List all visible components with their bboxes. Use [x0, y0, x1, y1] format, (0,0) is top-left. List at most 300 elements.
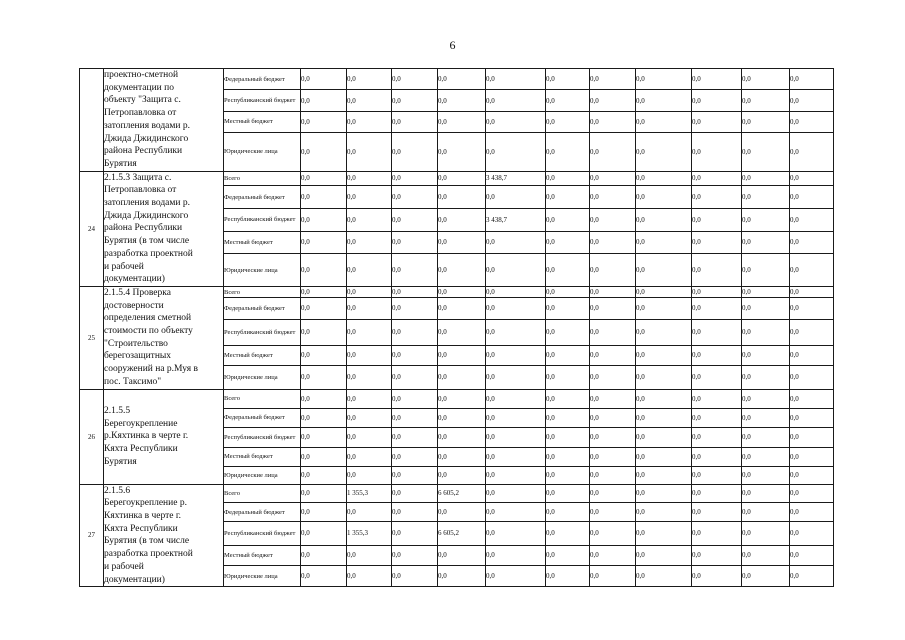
- value-cell: 3 438,7: [486, 208, 546, 231]
- value-cell: 0,0: [636, 408, 692, 427]
- funding-source: Федеральный бюджет: [224, 298, 301, 319]
- value-cell: 0,0: [636, 208, 692, 231]
- item-number: 27: [80, 484, 104, 587]
- funding-source: Всего: [224, 286, 301, 297]
- value-cell: 0,0: [392, 254, 438, 287]
- value-cell: 0,0: [742, 447, 790, 466]
- value-cell: 0,0: [438, 186, 486, 209]
- value-cell: 0,0: [392, 427, 438, 447]
- value-cell: 0,0: [347, 408, 392, 427]
- value-cell: 0,0: [692, 133, 742, 172]
- value-cell: 0,0: [347, 133, 392, 172]
- value-cell: 0,0: [590, 345, 636, 365]
- value-cell: 0,0: [546, 345, 590, 365]
- value-cell: 0,0: [546, 389, 590, 408]
- value-cell: 0,0: [590, 466, 636, 484]
- value-cell: 0,0: [692, 186, 742, 209]
- value-cell: 0,0: [347, 208, 392, 231]
- value-cell: 0,0: [590, 502, 636, 521]
- value-cell: 0,0: [486, 466, 546, 484]
- value-cell: 0,0: [486, 231, 546, 254]
- value-cell: 0,0: [790, 389, 834, 408]
- value-cell: 0,0: [692, 522, 742, 545]
- value-cell: 0,0: [636, 133, 692, 172]
- value-cell: 0,0: [301, 502, 347, 521]
- funding-source: Всего: [224, 171, 301, 186]
- value-cell: 0,0: [347, 111, 392, 132]
- value-cell: 0,0: [347, 254, 392, 287]
- funding-source: Местный бюджет: [224, 231, 301, 254]
- value-cell: 0,0: [347, 286, 392, 297]
- value-cell: 0,0: [692, 484, 742, 502]
- value-cell: 0,0: [438, 365, 486, 389]
- value-cell: 0,0: [546, 171, 590, 186]
- value-cell: 0,0: [742, 319, 790, 345]
- value-cell: 0,0: [392, 298, 438, 319]
- value-cell: 0,0: [301, 133, 347, 172]
- value-cell: 0,0: [301, 427, 347, 447]
- value-cell: 0,0: [438, 133, 486, 172]
- value-cell: 0,0: [636, 345, 692, 365]
- value-cell: 0,0: [347, 565, 392, 586]
- item-name: 2.1.5.4 Проверка достоверности определения сметной стоимости по объекту "Строительство берегозащитных сооружений на р.Муя в пос. Таксимо": [104, 286, 224, 389]
- funding-source: Юридические лица: [224, 254, 301, 287]
- value-cell: 0,0: [347, 90, 392, 111]
- value-cell: 0,0: [347, 447, 392, 466]
- value-cell: 0,0: [742, 427, 790, 447]
- value-cell: 0,0: [486, 319, 546, 345]
- value-cell: 0,0: [590, 171, 636, 186]
- value-cell: 0,0: [301, 111, 347, 132]
- value-cell: 0,0: [486, 522, 546, 545]
- value-cell: 0,0: [486, 298, 546, 319]
- value-cell: 0,0: [301, 466, 347, 484]
- value-cell: 0,0: [438, 545, 486, 565]
- value-cell: 0,0: [301, 408, 347, 427]
- value-cell: 0,0: [692, 365, 742, 389]
- value-cell: 0,0: [742, 111, 790, 132]
- value-cell: 0,0: [590, 111, 636, 132]
- value-cell: 0,0: [742, 466, 790, 484]
- value-cell: 0,0: [438, 111, 486, 132]
- value-cell: 0,0: [301, 69, 347, 90]
- value-cell: 0,0: [590, 545, 636, 565]
- item-number: 24: [80, 171, 104, 286]
- value-cell: 0,0: [742, 545, 790, 565]
- value-cell: 0,0: [392, 231, 438, 254]
- value-cell: 0,0: [742, 254, 790, 287]
- funding-source: Всего: [224, 484, 301, 502]
- value-cell: 0,0: [347, 389, 392, 408]
- value-cell: 0,0: [636, 231, 692, 254]
- value-cell: 0,0: [438, 565, 486, 586]
- value-cell: 0,0: [790, 111, 834, 132]
- value-cell: 0,0: [438, 208, 486, 231]
- value-cell: 0,0: [486, 484, 546, 502]
- value-cell: 0,0: [590, 427, 636, 447]
- value-cell: 0,0: [636, 171, 692, 186]
- value-cell: 0,0: [546, 254, 590, 287]
- value-cell: 0,0: [636, 69, 692, 90]
- table-row: [80, 389, 834, 408]
- value-cell: 0,0: [790, 408, 834, 427]
- value-cell: 6 605,2: [438, 522, 486, 545]
- value-cell: 6 605,2: [438, 484, 486, 502]
- value-cell: 0,0: [692, 90, 742, 111]
- table-row: [80, 69, 834, 90]
- value-cell: 0,0: [392, 365, 438, 389]
- value-cell: 0,0: [692, 254, 742, 287]
- funding-source: Федеральный бюджет: [224, 408, 301, 427]
- value-cell: 0,0: [438, 389, 486, 408]
- funding-source: Местный бюджет: [224, 545, 301, 565]
- value-cell: 0,0: [301, 389, 347, 408]
- value-cell: 0,0: [742, 408, 790, 427]
- value-cell: 0,0: [742, 208, 790, 231]
- value-cell: 0,0: [392, 286, 438, 297]
- value-cell: 0,0: [347, 69, 392, 90]
- value-cell: 0,0: [546, 111, 590, 132]
- value-cell: 0,0: [546, 447, 590, 466]
- value-cell: 0,0: [790, 171, 834, 186]
- value-cell: 0,0: [590, 133, 636, 172]
- value-cell: 0,0: [392, 522, 438, 545]
- value-cell: 0,0: [546, 286, 590, 297]
- value-cell: 0,0: [692, 286, 742, 297]
- funding-source: Республиканский бюджет: [224, 427, 301, 447]
- value-cell: 0,0: [486, 186, 546, 209]
- value-cell: 0,0: [438, 447, 486, 466]
- value-cell: 0,0: [636, 565, 692, 586]
- value-cell: 0,0: [301, 231, 347, 254]
- budget-table: [79, 68, 834, 587]
- funding-source: Местный бюджет: [224, 345, 301, 365]
- value-cell: 0,0: [546, 484, 590, 502]
- value-cell: 0,0: [486, 408, 546, 427]
- value-cell: 0,0: [486, 502, 546, 521]
- value-cell: 0,0: [486, 90, 546, 111]
- value-cell: 0,0: [692, 408, 742, 427]
- value-cell: 0,0: [742, 522, 790, 545]
- value-cell: 0,0: [590, 319, 636, 345]
- value-cell: 0,0: [392, 408, 438, 427]
- value-cell: 0,0: [546, 502, 590, 521]
- value-cell: 0,0: [692, 466, 742, 484]
- value-cell: 0,0: [546, 565, 590, 586]
- value-cell: 0,0: [301, 565, 347, 586]
- value-cell: 0,0: [692, 171, 742, 186]
- value-cell: 0,0: [392, 186, 438, 209]
- item-name: проектно-сметной документации по объекту "Защита с. Петропавловка от затопления водами р. Джида Джидинского района Республики Бурятия: [104, 69, 224, 172]
- value-cell: 0,0: [636, 447, 692, 466]
- value-cell: 0,0: [392, 133, 438, 172]
- value-cell: 0,0: [546, 90, 590, 111]
- value-cell: 0,0: [301, 186, 347, 209]
- value-cell: 0,0: [636, 254, 692, 287]
- value-cell: 0,0: [590, 254, 636, 287]
- value-cell: 0,0: [546, 545, 590, 565]
- value-cell: 0,0: [347, 466, 392, 484]
- value-cell: 0,0: [301, 254, 347, 287]
- value-cell: 0,0: [392, 345, 438, 365]
- value-cell: 0,0: [438, 171, 486, 186]
- value-cell: 0,0: [636, 427, 692, 447]
- value-cell: 0,0: [692, 427, 742, 447]
- value-cell: 0,0: [790, 186, 834, 209]
- value-cell: 0,0: [590, 69, 636, 90]
- value-cell: 0,0: [636, 502, 692, 521]
- table-row: [80, 171, 834, 186]
- value-cell: 0,0: [301, 522, 347, 545]
- value-cell: 0,0: [790, 133, 834, 172]
- value-cell: 0,0: [590, 186, 636, 209]
- value-cell: 0,0: [790, 447, 834, 466]
- value-cell: 0,0: [347, 231, 392, 254]
- value-cell: 0,0: [636, 298, 692, 319]
- value-cell: 0,0: [347, 186, 392, 209]
- value-cell: 0,0: [742, 345, 790, 365]
- funding-source: Республиканский бюджет: [224, 90, 301, 111]
- value-cell: 0,0: [486, 545, 546, 565]
- value-cell: 0,0: [392, 484, 438, 502]
- value-cell: 0,0: [392, 565, 438, 586]
- item-number: 25: [80, 286, 104, 389]
- value-cell: 0,0: [438, 319, 486, 345]
- value-cell: 0,0: [636, 389, 692, 408]
- value-cell: 0,0: [790, 90, 834, 111]
- value-cell: 0,0: [790, 231, 834, 254]
- value-cell: 0,0: [742, 484, 790, 502]
- value-cell: 0,0: [790, 319, 834, 345]
- value-cell: 0,0: [790, 208, 834, 231]
- value-cell: 0,0: [790, 365, 834, 389]
- value-cell: 0,0: [590, 365, 636, 389]
- value-cell: 0,0: [590, 208, 636, 231]
- item-name: 2.1.5.3 Защита с. Петропавловка от затопления водами р. Джида Джидинского района Республики Бурятия (в том числе разработка проектной и рабочей документации): [104, 171, 224, 286]
- value-cell: 0,0: [347, 319, 392, 345]
- value-cell: 0,0: [486, 69, 546, 90]
- value-cell: 0,0: [546, 133, 590, 172]
- value-cell: 0,0: [301, 286, 347, 297]
- value-cell: 0,0: [438, 286, 486, 297]
- value-cell: 0,0: [546, 69, 590, 90]
- value-cell: 0,0: [692, 319, 742, 345]
- funding-source: Местный бюджет: [224, 447, 301, 466]
- value-cell: 0,0: [590, 286, 636, 297]
- value-cell: 0,0: [692, 502, 742, 521]
- value-cell: 0,0: [742, 502, 790, 521]
- funding-source: Юридические лица: [224, 565, 301, 586]
- value-cell: 0,0: [486, 254, 546, 287]
- value-cell: 0,0: [636, 545, 692, 565]
- value-cell: 0,0: [546, 186, 590, 209]
- value-cell: 0,0: [301, 545, 347, 565]
- item-number: 26: [80, 389, 104, 484]
- value-cell: 0,0: [742, 69, 790, 90]
- value-cell: 0,0: [742, 90, 790, 111]
- value-cell: 0,0: [438, 90, 486, 111]
- value-cell: 0,0: [590, 565, 636, 586]
- value-cell: 0,0: [790, 545, 834, 565]
- value-cell: 0,0: [546, 408, 590, 427]
- value-cell: 0,0: [486, 447, 546, 466]
- value-cell: 0,0: [546, 522, 590, 545]
- value-cell: 0,0: [742, 286, 790, 297]
- value-cell: 0,0: [590, 522, 636, 545]
- value-cell: 0,0: [392, 466, 438, 484]
- value-cell: 0,0: [790, 484, 834, 502]
- value-cell: 0,0: [692, 111, 742, 132]
- value-cell: 0,0: [636, 484, 692, 502]
- value-cell: 0,0: [486, 427, 546, 447]
- value-cell: 0,0: [392, 90, 438, 111]
- value-cell: 0,0: [692, 565, 742, 586]
- value-cell: 0,0: [392, 69, 438, 90]
- value-cell: 0,0: [742, 298, 790, 319]
- funding-source: Юридические лица: [224, 466, 301, 484]
- value-cell: 0,0: [790, 522, 834, 545]
- funding-source: Федеральный бюджет: [224, 69, 301, 90]
- value-cell: 1 355,3: [347, 484, 392, 502]
- value-cell: 0,0: [438, 408, 486, 427]
- item-number: [80, 69, 104, 172]
- value-cell: 0,0: [590, 389, 636, 408]
- value-cell: 0,0: [301, 319, 347, 345]
- funding-source: Республиканский бюджет: [224, 522, 301, 545]
- value-cell: 0,0: [438, 345, 486, 365]
- value-cell: 0,0: [590, 298, 636, 319]
- value-cell: 0,0: [546, 365, 590, 389]
- value-cell: 0,0: [438, 254, 486, 287]
- value-cell: 0,0: [790, 298, 834, 319]
- value-cell: 0,0: [392, 389, 438, 408]
- value-cell: 0,0: [742, 365, 790, 389]
- value-cell: 0,0: [486, 345, 546, 365]
- value-cell: 0,0: [301, 484, 347, 502]
- funding-source: Местный бюджет: [224, 111, 301, 132]
- value-cell: 0,0: [438, 502, 486, 521]
- value-cell: 0,0: [546, 427, 590, 447]
- value-cell: 0,0: [742, 133, 790, 172]
- value-cell: 0,0: [486, 133, 546, 172]
- value-cell: 0,0: [392, 111, 438, 132]
- value-cell: 0,0: [347, 365, 392, 389]
- value-cell: 0,0: [636, 90, 692, 111]
- value-cell: 0,0: [486, 389, 546, 408]
- value-cell: 0,0: [546, 231, 590, 254]
- value-cell: 0,0: [546, 466, 590, 484]
- value-cell: 0,0: [301, 208, 347, 231]
- item-name: 2.1.5.5 Берегоукрепление р.Кяхтинка в черте г. Кяхта Республики Бурятия: [104, 389, 224, 484]
- value-cell: 0,0: [438, 69, 486, 90]
- value-cell: 0,0: [692, 69, 742, 90]
- value-cell: 0,0: [301, 298, 347, 319]
- value-cell: 0,0: [692, 545, 742, 565]
- value-cell: 0,0: [692, 208, 742, 231]
- value-cell: 0,0: [636, 522, 692, 545]
- value-cell: 0,0: [742, 389, 790, 408]
- value-cell: 0,0: [742, 171, 790, 186]
- table-row: [80, 286, 834, 297]
- value-cell: 0,0: [636, 186, 692, 209]
- funding-source: Юридические лица: [224, 365, 301, 389]
- value-cell: 0,0: [347, 345, 392, 365]
- value-cell: 0,0: [347, 545, 392, 565]
- value-cell: 0,0: [790, 345, 834, 365]
- table-row: [80, 484, 834, 502]
- value-cell: 0,0: [590, 447, 636, 466]
- value-cell: 0,0: [636, 111, 692, 132]
- value-cell: 0,0: [392, 171, 438, 186]
- value-cell: 0,0: [301, 345, 347, 365]
- value-cell: 0,0: [392, 447, 438, 466]
- value-cell: 0,0: [692, 298, 742, 319]
- value-cell: 0,0: [790, 69, 834, 90]
- funding-source: Федеральный бюджет: [224, 186, 301, 209]
- value-cell: 0,0: [590, 231, 636, 254]
- value-cell: 0,0: [742, 231, 790, 254]
- value-cell: 0,0: [392, 502, 438, 521]
- value-cell: 0,0: [636, 466, 692, 484]
- value-cell: 0,0: [347, 298, 392, 319]
- value-cell: 0,0: [546, 319, 590, 345]
- value-cell: 0,0: [742, 186, 790, 209]
- funding-source: Республиканский бюджет: [224, 319, 301, 345]
- funding-source: Федеральный бюджет: [224, 502, 301, 521]
- value-cell: 0,0: [392, 319, 438, 345]
- value-cell: 0,0: [790, 286, 834, 297]
- value-cell: 0,0: [636, 319, 692, 345]
- value-cell: 0,0: [692, 345, 742, 365]
- value-cell: 0,0: [301, 171, 347, 186]
- value-cell: 0,0: [301, 447, 347, 466]
- value-cell: 0,0: [742, 565, 790, 586]
- value-cell: 0,0: [301, 365, 347, 389]
- funding-source: Всего: [224, 389, 301, 408]
- value-cell: 0,0: [636, 286, 692, 297]
- value-cell: 0,0: [347, 171, 392, 186]
- value-cell: 0,0: [692, 447, 742, 466]
- value-cell: 0,0: [692, 231, 742, 254]
- value-cell: 0,0: [438, 298, 486, 319]
- value-cell: 1 355,3: [347, 522, 392, 545]
- value-cell: 0,0: [692, 389, 742, 408]
- page-number: 6: [449, 38, 456, 52]
- value-cell: 0,0: [790, 254, 834, 287]
- value-cell: 0,0: [790, 502, 834, 521]
- item-name: 2.1.5.6 Берегоукрепление р. Кяхтинка в черте г. Кяхта Республики Бурятия (в том числе разработка проектной и рабочей документации): [104, 484, 224, 587]
- value-cell: 0,0: [438, 466, 486, 484]
- table-body: [80, 69, 834, 587]
- value-cell: 0,0: [438, 231, 486, 254]
- value-cell: 0,0: [636, 365, 692, 389]
- value-cell: 0,0: [790, 427, 834, 447]
- value-cell: 0,0: [546, 298, 590, 319]
- value-cell: 0,0: [347, 502, 392, 521]
- value-cell: 0,0: [790, 466, 834, 484]
- value-cell: 0,0: [486, 365, 546, 389]
- value-cell: 0,0: [590, 408, 636, 427]
- value-cell: 0,0: [486, 111, 546, 132]
- value-cell: 0,0: [790, 565, 834, 586]
- value-cell: 0,0: [590, 484, 636, 502]
- value-cell: 3 438,7: [486, 171, 546, 186]
- value-cell: 0,0: [546, 208, 590, 231]
- funding-source: Республиканский бюджет: [224, 208, 301, 231]
- value-cell: 0,0: [590, 90, 636, 111]
- value-cell: 0,0: [347, 427, 392, 447]
- value-cell: 0,0: [392, 208, 438, 231]
